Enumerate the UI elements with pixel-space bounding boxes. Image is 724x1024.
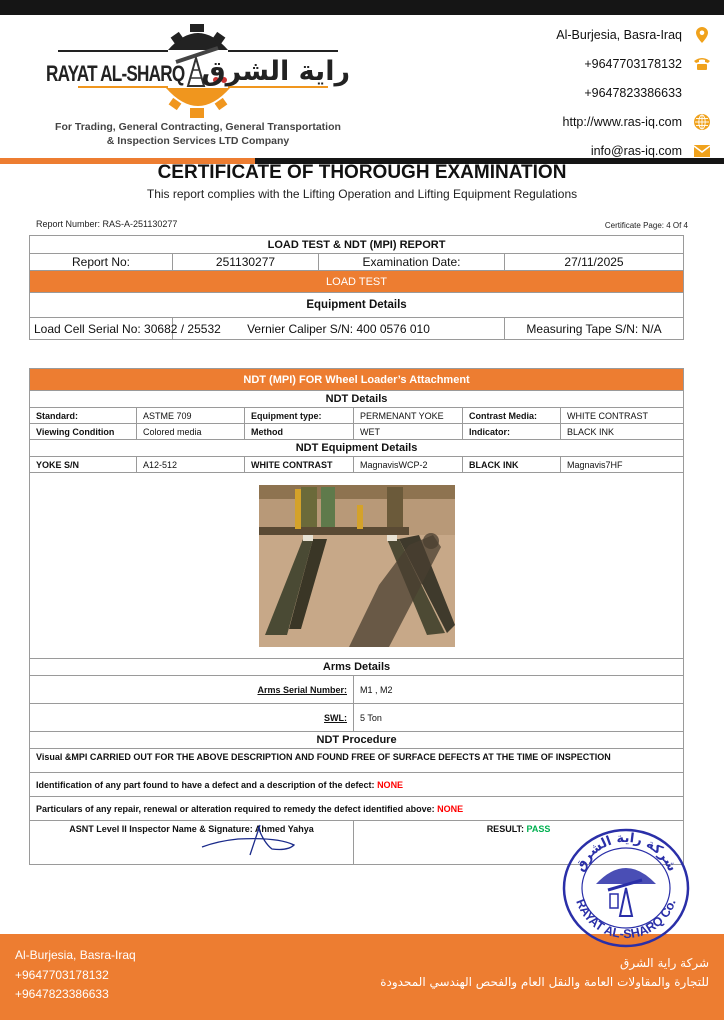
tagline-line-1: For Trading, General Contracting, General Transportation (55, 121, 341, 133)
location-pin-icon (694, 27, 710, 43)
exam-date-value: 27/11/2025 (505, 254, 684, 271)
footer-contacts (15, 946, 136, 1005)
photo-cell (30, 473, 684, 659)
equipment-details-heading: Equipment Details (30, 293, 684, 318)
phone-1-text[interactable]: +9647703178132 (584, 56, 682, 71)
footer-phone-2: +9647823386633 (15, 987, 109, 1001)
certificate-page: Certificate Page: 4 Of 4 (604, 221, 688, 230)
equipment-type-label: Equipment type: (245, 408, 354, 424)
report-number: Report Number: RAS-A-251130277 (36, 219, 178, 229)
result-label: RESULT: (486, 824, 525, 834)
black-ink-label: BLACK INK (463, 457, 561, 473)
equipment-photo (259, 485, 455, 647)
svg-text:شركة راية الشرق (573, 831, 680, 874)
contact-website (510, 107, 710, 136)
footer-phone-1: +9647703178132 (15, 967, 109, 982)
contrast-media-label: Contrast Media: (463, 408, 561, 424)
inspector-label: ASNT Level II Inspector Name & Signature: (69, 824, 253, 834)
method-value: WET (354, 424, 463, 440)
white-contrast-value: MagnavisWCP-2 (354, 457, 463, 473)
ndt-equipment-heading: NDT Equipment Details (30, 440, 684, 457)
ndt-table (29, 368, 684, 865)
top-dark-bar (0, 0, 724, 15)
logo-name-ar: راية الشرق (201, 56, 350, 87)
measuring-tape-serial: Measuring Tape S/N: N/A (505, 318, 684, 340)
yoke-sn-label: YOKE S/N (30, 457, 137, 473)
arms-serial-value: M1 , M2 (354, 676, 684, 704)
report-heading: LOAD TEST & NDT (MPI) REPORT (30, 236, 684, 254)
swl-label: SWL: (30, 704, 354, 732)
report-no-value: 251130277 (173, 254, 319, 271)
defect-label: Identification of any part found to have a defect and a description of the defect: (36, 779, 375, 790)
load-test-banner: LOAD TEST (30, 271, 684, 293)
footer-company-name-ar: شركة راية الشرق (620, 956, 709, 970)
phone-2-text[interactable]: +9647823386633 (584, 85, 682, 100)
contact-phone-2 (510, 78, 710, 107)
result-value: PASS (526, 824, 551, 834)
signature-icon (198, 823, 308, 857)
viewing-condition-label: Viewing Condition (30, 424, 137, 440)
vernier-caliper-serial: Vernier Caliper S/N: 400 0576 010 (173, 318, 505, 340)
certificate-subtitle: This report complies with the Lifting Operation and Lifting Equipment Regulations (146, 187, 578, 201)
equipment-type-value: PERMENANT YOKE (354, 408, 463, 424)
logo-name-en: RAYAT AL-SHARQ (46, 61, 185, 86)
standard-label: Standard: (30, 408, 137, 424)
company-logo (38, 20, 358, 150)
footer-address: Al-Burjesia, Basra-Iraq (15, 948, 136, 962)
address-text: Al-Burjesia, Basra-Iraq (556, 27, 682, 42)
standard-value: ASTME 709 (137, 408, 245, 424)
defect-row (30, 773, 684, 797)
globe-icon (694, 114, 710, 130)
yoke-sn-value: A12-512 (137, 457, 245, 473)
report-no-label: Report No: (30, 254, 173, 271)
footer-company-ar (380, 954, 709, 992)
contact-block (510, 20, 710, 165)
stamp-text-ar: شركة راية الشرق (572, 830, 680, 875)
arms-serial-label: Arms Serial Number: (30, 676, 354, 704)
certificate-title: CERTIFICATE OF THOROUGH EXAMINATION (157, 162, 567, 183)
procedure-text: Visual &MPI CARRIED OUT FOR THE ABOVE DESCRIPTION AND FOUND FREE OF SURFACE DEFECTS AT THE TIME OF INSPECTION (30, 749, 684, 773)
website-link[interactable]: http://www.ras-iq.com (562, 114, 682, 129)
ndt-banner: NDT (MPI) FOR Wheel Loader’s Attachment (30, 369, 684, 391)
method-label: Method (245, 424, 354, 440)
defect-value: NONE (377, 779, 404, 790)
ndt-details-heading: NDT Details (30, 391, 684, 408)
load-test-table (29, 235, 684, 340)
repair-value: NONE (437, 803, 464, 814)
load-cell-serial: Load Cell Serial No: 30682 / 25532 (30, 318, 173, 340)
viewing-condition-value: Colored media (137, 424, 245, 440)
contrast-media-value: WHITE CONTRAST (561, 408, 684, 424)
company-stamp-icon (562, 828, 690, 950)
footer-company-desc-ar: للتجارة والمقاولات العامة والنقل العام والفحص الهندسي المحدودة (380, 975, 709, 989)
logo-tagline (38, 120, 358, 148)
envelope-icon (694, 143, 710, 159)
repair-row (30, 797, 684, 821)
white-contrast-label: WHITE CONTRAST (245, 457, 354, 473)
exam-date-label: Examination Date: (319, 254, 505, 271)
swl-value: 5 Ton (354, 704, 684, 732)
inspector-cell (30, 821, 354, 865)
indicator-value: BLACK INK (561, 424, 684, 440)
repair-label: Particulars of any repair, renewal or alteration required to remedy the defect identified above: (36, 803, 435, 814)
telephone-icon (694, 56, 710, 72)
inspector-name: Ahmed Yahya (254, 824, 314, 834)
stamp-text-en: RAYAT AL-SHARQ Co. (573, 897, 679, 942)
arms-details-heading: Arms Details (30, 659, 684, 676)
ndt-procedure-heading: NDT Procedure (30, 732, 684, 749)
black-ink-value: Magnavis7HF (561, 457, 684, 473)
indicator-label: Indicator: (463, 424, 561, 440)
email-link[interactable]: info@ras-iq.com (590, 143, 682, 158)
contact-phone-1 (510, 49, 710, 78)
tagline-line-2: & Inspection Services LTD Company (106, 135, 290, 147)
contact-address (510, 20, 710, 49)
